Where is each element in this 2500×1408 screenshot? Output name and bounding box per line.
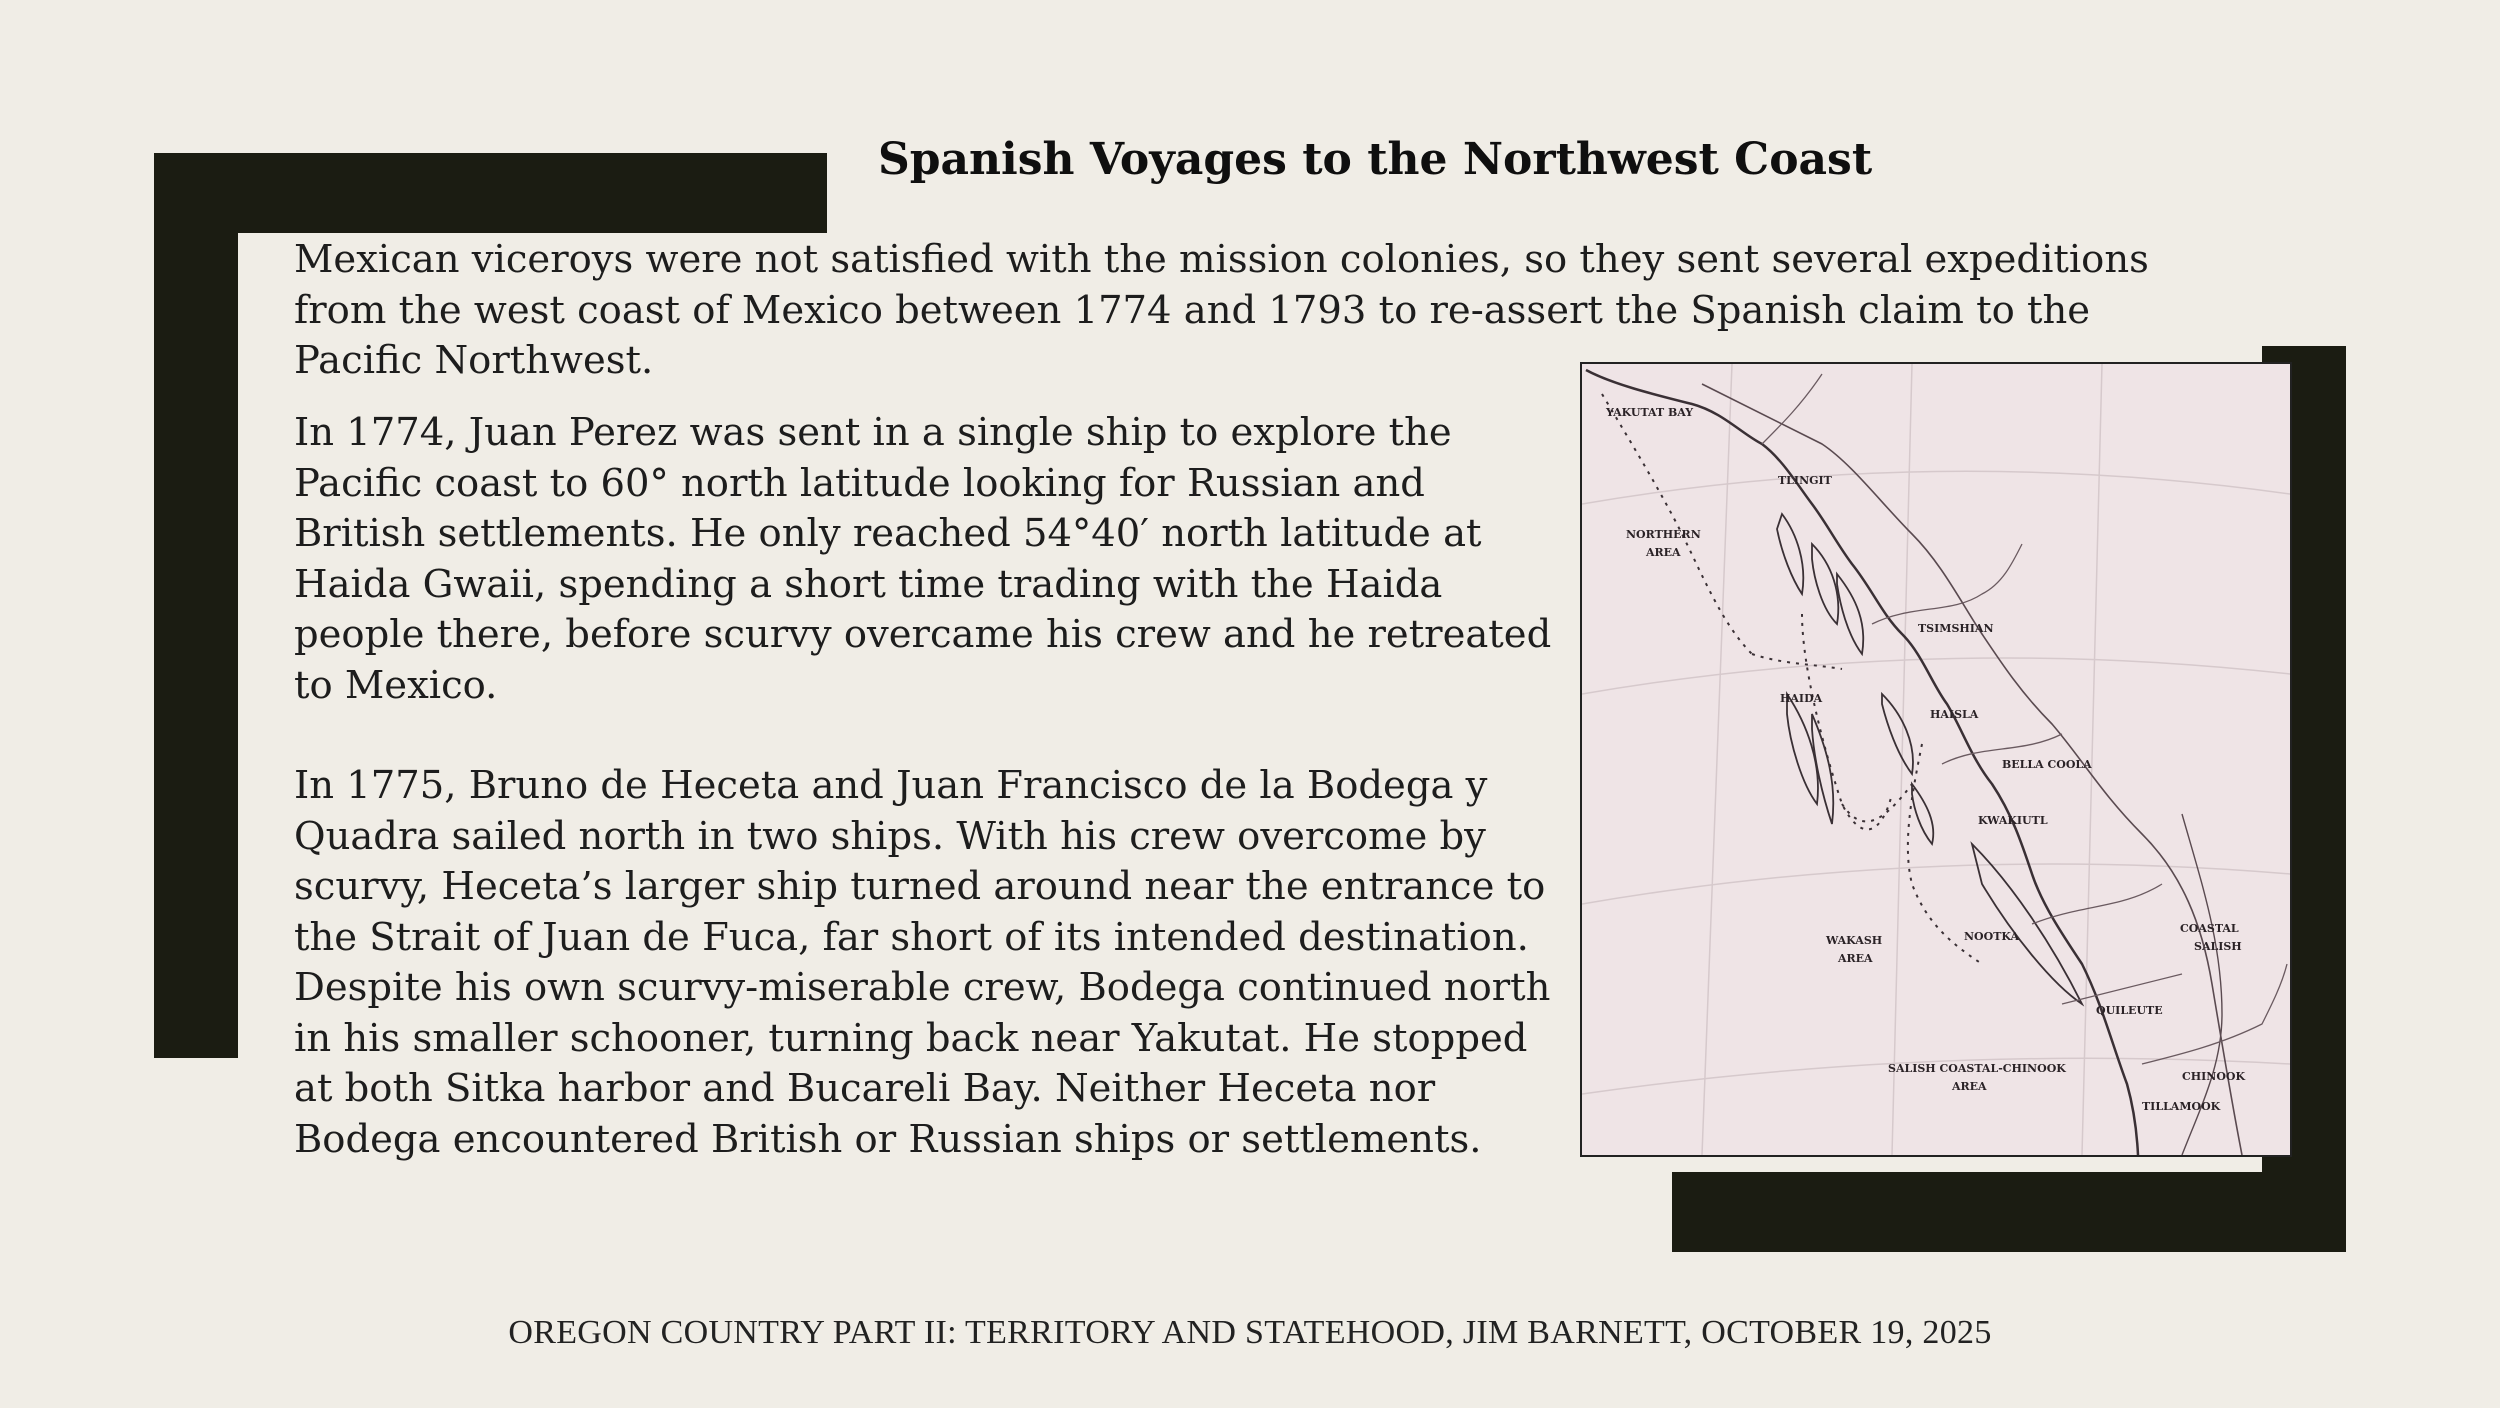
map-label-haida: HAIDA	[1780, 692, 1823, 705]
paragraph-perez: In 1774, Juan Perez was sent in a single ship to explore the Pacific coast to 60° north latitude looking for Russian and British settlements. He only reached 54°40′ north latitude at Haida Gwaii, spending a short time trading with the Haida people there, before scurvy overcame his crew and he retreated to Mexico.	[294, 410, 1552, 708]
map-label-yakutat: YAKUTAT BAY	[1606, 406, 1694, 419]
paragraph-heceta-bodega: In 1775, Bruno de Heceta and Juan Francisco de la Bodega y Quadra sailed north in two ships. With his crew overcome by scurvy, Heceta’s larger ship turned around near the entrance to the Strait of Juan de Fuca, far short of its intended destination. Despite his own scurvy-miserable crew, Bodega continued north in his smaller schooner, turning back near Yakutat. He stopped at both Sitka harbor and Bucareli Bay. Neither Heceta nor Bodega encountered British or Russian ships or settlements.	[294, 763, 1551, 1162]
map-label-area-wakash: AREA	[1838, 952, 1873, 965]
map-label-salish-chinook: SALISH COASTAL-CHINOOK	[1888, 1062, 2066, 1075]
map-label-coastal: COASTAL	[2180, 922, 2239, 935]
map-label-bella-coola: BELLA COOLA	[2002, 758, 2092, 771]
map-label-wakash: WAKASH	[1826, 934, 1883, 947]
paragraph-intro: Mexican viceroys were not satisfied with the mission colonies, so they sent several expeditions from the west coast of Mexico between 1774 and 1793 to re-assert the Spanish claim to the Pacific Northwest.	[294, 237, 2149, 383]
slide-title: Spanish Voyages to the Northwest Coast	[878, 134, 1873, 185]
map-label-salish: SALISH	[2194, 940, 2242, 953]
map-label-tsimshian: TSIMSHIAN	[1918, 622, 1994, 635]
northwest-coast-map	[1580, 362, 2292, 1157]
map-label-tlingit: TLINGIT	[1778, 474, 1832, 487]
map-inland-line	[1702, 384, 2242, 1155]
slide-footer: OREGON COUNTRY PART II: TERRITORY AND STATEHOOD, JIM BARNETT, OCTOBER 19, 2025	[508, 1314, 1992, 1351]
map-label-northern: NORTHERN	[1626, 528, 1701, 541]
map-label-nootka: NOOTKA	[1964, 930, 2020, 943]
map-label-tillamook: TILLAMOOK	[2142, 1100, 2221, 1113]
map-label-chinook: CHINOOK	[2182, 1070, 2246, 1083]
map-label-quileute: QUILEUTE	[2096, 1004, 2163, 1017]
map-label-area-south: AREA	[1952, 1080, 1987, 1093]
map-label-area-north: AREA	[1646, 546, 1681, 559]
map-label-haisla: HAISLA	[1930, 708, 1979, 721]
decorative-frame-bottom	[1672, 1172, 2346, 1252]
decorative-frame-top	[154, 153, 827, 233]
map-label-kwakiutl: KWAKIUTL	[1978, 814, 2048, 827]
map-image	[1582, 364, 2290, 1155]
map-graticule	[1582, 364, 2290, 1155]
decorative-frame-left	[154, 153, 238, 1058]
